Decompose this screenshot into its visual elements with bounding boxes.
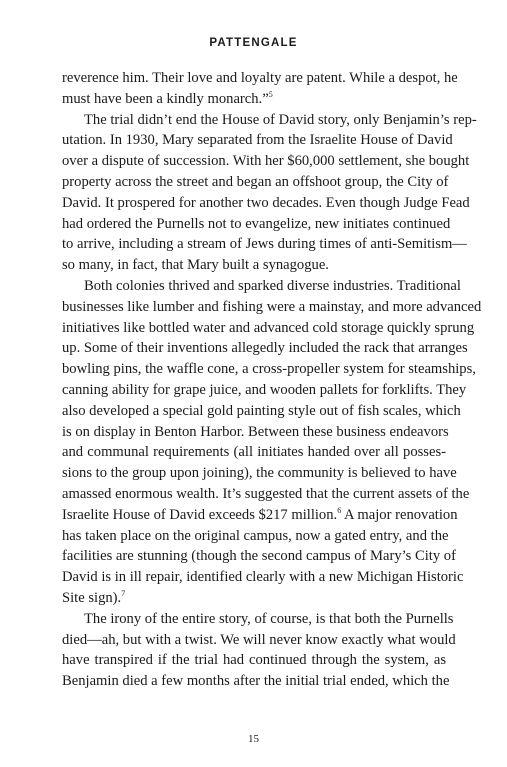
paragraph <box>62 609 456 692</box>
footnote-marker: 6 <box>337 505 342 515</box>
text-line: died—ah, but with a twist. We will never know exactly what would <box>62 631 456 648</box>
text-line: sions to the group upon joining), the community is believed to have <box>62 465 457 482</box>
footnote-marker: 7 <box>121 588 126 598</box>
footnote-marker: 5 <box>268 89 273 99</box>
text-line: Both colonies thrived and sparked diverse industries. Traditional <box>84 277 461 294</box>
text-line: The irony of the entire story, of course, is that both the Purnells <box>84 610 454 627</box>
text-line: to arrive, including a stream of Jews during times of anti-Semitism— <box>62 236 467 253</box>
text-line: also developed a special gold painting style out of fish scales, which <box>62 402 461 419</box>
page-number: 15 <box>248 733 259 745</box>
text-line: and communal requirements (all initiates handed over all posses- <box>62 444 446 461</box>
paragraph <box>62 110 477 276</box>
text-line: up. Some of their inventions allegedly included the rack that arranges <box>62 340 468 357</box>
text-line: bowling pins, the waffle cone, a cross-propeller system for steamships, <box>62 361 476 378</box>
text-line: have transpired if the trial had continued through the system, as <box>62 652 446 669</box>
paragraph <box>62 276 482 609</box>
text-line: utation. In 1930, Mary separated from the Israelite House of David <box>62 132 453 149</box>
text-line: canning ability for grape juice, and wooden pallets for forklifts. They <box>62 381 467 398</box>
paragraph <box>62 68 458 110</box>
text-line: amassed enormous wealth. It’s suggested that the current assets of the <box>62 485 470 502</box>
text-line: Benjamin died a few months after the initial trial ended, which the <box>62 673 450 690</box>
text-line: is on display in Benton Harbor. Between these business endeavors <box>62 423 449 440</box>
text-line: businesses like lumber and fishing were a mainstay, and more advanced <box>62 298 482 315</box>
running-head: PATTENGALE <box>209 37 298 49</box>
text-line: reverence him. Their love and loyalty are patent. While a despot, he <box>62 70 458 86</box>
text-line: has taken place on the original campus, now a gated entry, and the <box>62 527 449 544</box>
text-line: The trial didn’t end the House of David story, only Benjamin’s rep- <box>84 111 477 128</box>
text-line: Israelite House of David exceeds $217 million.$^6$ A major renovation <box>62 505 458 523</box>
text-line: over a dispute of succession. With her $60,000 settlement, she bought <box>62 153 470 170</box>
text-line: had ordered the Purnells not to evangelize, new initiates continued <box>62 215 451 232</box>
text-line: facilities are stunning (though the second campus of Mary’s City of <box>62 548 456 565</box>
text-line: Site sign).$^7$ <box>62 588 126 606</box>
text-line: so many, in fact, that Mary built a synagogue. <box>62 257 329 274</box>
text-line: property across the street and began an offshoot group, the City of <box>62 173 449 190</box>
body-text <box>62 68 482 692</box>
text-line: must have been a kindly monarch.”$^5$ <box>62 89 273 107</box>
text-line: David. It prospered for another two decades. Even though Judge Fead <box>62 194 470 211</box>
text-line: David is in ill repair, identified clearly with a new Michigan Historic <box>62 569 464 586</box>
text-line: initiatives like bottled water and advanced cold storage quickly sprung <box>62 319 475 336</box>
